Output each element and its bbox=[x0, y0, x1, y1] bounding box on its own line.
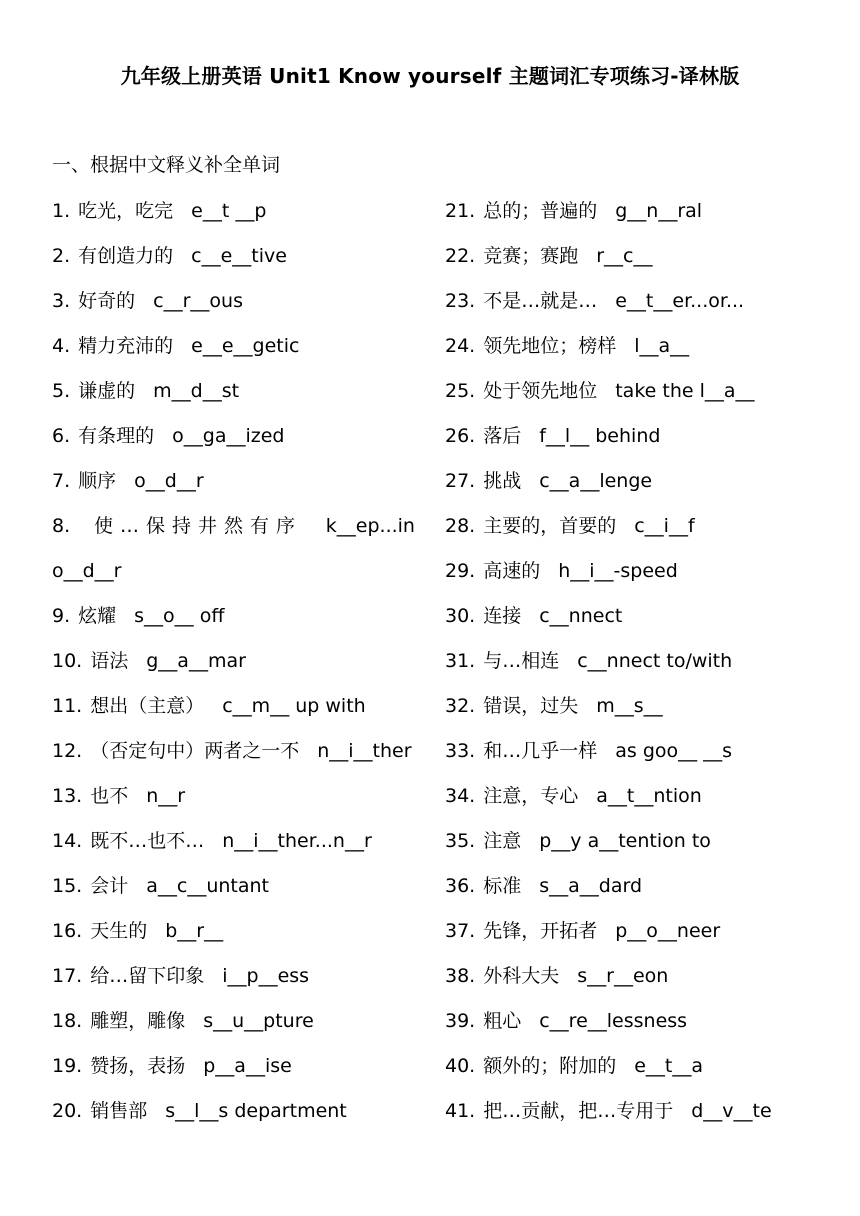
item-chinese: 天生的 bbox=[90, 920, 148, 942]
item-chinese: 高速的 bbox=[483, 560, 541, 582]
item-number: 9. bbox=[52, 605, 71, 627]
item-blank-word: a__c__untant bbox=[146, 875, 269, 897]
vocab-item bbox=[445, 507, 825, 552]
item-number: 22. bbox=[445, 245, 476, 267]
item-chinese: 炫耀 bbox=[78, 605, 117, 627]
item-chinese: 有创造力的 bbox=[78, 245, 174, 267]
item-number: 21. bbox=[445, 200, 476, 222]
vocab-item bbox=[52, 192, 422, 237]
item-number: 8. bbox=[52, 515, 71, 537]
item-number: 3. bbox=[52, 290, 71, 312]
item-blank-word: p__y a__tention to bbox=[539, 830, 711, 852]
section-heading: 一、根据中文释义补全单词 bbox=[52, 154, 281, 176]
item-blank-word: c__e__tive bbox=[191, 245, 287, 267]
item-blank-word: l__a__ bbox=[634, 335, 690, 357]
item-blank-word: m__s__ bbox=[596, 695, 663, 717]
item-blank-word: f__l__ behind bbox=[539, 425, 661, 447]
item-chinese: 注意，专心 bbox=[483, 785, 579, 807]
item-number: 41. bbox=[445, 1100, 476, 1122]
item-chinese: 精力充沛的 bbox=[78, 335, 174, 357]
right-column bbox=[445, 192, 825, 1137]
item-chinese: 错误，过失 bbox=[483, 695, 579, 717]
item-chinese: 额外的；附加的 bbox=[483, 1055, 617, 1077]
item-chinese: 销售部 bbox=[90, 1100, 148, 1122]
vocab-item bbox=[52, 732, 422, 777]
item-blank-word: r__c__ bbox=[596, 245, 653, 267]
vocab-item bbox=[52, 372, 422, 417]
item-blank-word: as goo__ __s bbox=[615, 740, 733, 762]
item-blank-word: o__d__r bbox=[134, 470, 204, 492]
item-number: 25. bbox=[445, 380, 476, 402]
item-number: 34. bbox=[445, 785, 476, 807]
item-number: 40. bbox=[445, 1055, 476, 1077]
item-chinese: 给…留下印象 bbox=[90, 965, 205, 987]
item-number: 4. bbox=[52, 335, 71, 357]
item-chinese: 赞扬，表扬 bbox=[90, 1055, 186, 1077]
item-number: 20. bbox=[52, 1100, 83, 1122]
item-number: 33. bbox=[445, 740, 476, 762]
item-chinese: 落后 bbox=[483, 425, 522, 447]
item-number: 37. bbox=[445, 920, 476, 942]
item-number: 11. bbox=[52, 695, 83, 717]
item-chinese: 也不 bbox=[90, 785, 129, 807]
item-chinese: 外科大夫 bbox=[483, 965, 560, 987]
item-blank-word: i__p__ess bbox=[222, 965, 310, 987]
item-blank-word: s__o__ off bbox=[134, 605, 225, 627]
item-number: 19. bbox=[52, 1055, 83, 1077]
item-number: 30. bbox=[445, 605, 476, 627]
vocab-item bbox=[52, 327, 422, 372]
item-chinese: 与…相连 bbox=[483, 650, 560, 672]
vocab-item bbox=[52, 822, 422, 867]
item-blank-word: e__t__a bbox=[634, 1055, 704, 1077]
vocab-item bbox=[445, 372, 825, 417]
item-blank-word: a__t__ntion bbox=[596, 785, 702, 807]
vocab-item bbox=[445, 1092, 825, 1137]
item-chinese: 语法 bbox=[90, 650, 129, 672]
item-number: 6. bbox=[52, 425, 71, 447]
vocab-item bbox=[52, 507, 415, 552]
item-blank-word: n__i__ther...n__r bbox=[222, 830, 372, 852]
vocab-item bbox=[445, 1002, 825, 1047]
item-blank-word: s__u__pture bbox=[203, 1010, 314, 1032]
vocab-item bbox=[445, 732, 825, 777]
item-number: 26. bbox=[445, 425, 476, 447]
item-number: 18. bbox=[52, 1010, 83, 1032]
item-chinese: 挑战 bbox=[483, 470, 522, 492]
vocab-item bbox=[445, 867, 825, 912]
item-number: 14. bbox=[52, 830, 83, 852]
vocab-item bbox=[445, 417, 825, 462]
item-number: 10. bbox=[52, 650, 83, 672]
vocab-item bbox=[445, 822, 825, 867]
item-number: 15. bbox=[52, 875, 83, 897]
vocab-item bbox=[52, 282, 422, 327]
item-blank-word: o__ga__ized bbox=[172, 425, 285, 447]
item-blank-word: b__r__ bbox=[165, 920, 224, 942]
item-number: 35. bbox=[445, 830, 476, 852]
item-chinese: 使…保持井然有序 bbox=[93, 515, 302, 537]
vocab-item bbox=[445, 192, 825, 237]
item-number: 7. bbox=[52, 470, 71, 492]
vocab-item bbox=[445, 597, 825, 642]
item-blank-word: take the l__a__ bbox=[615, 380, 755, 402]
item-chinese: 粗心 bbox=[483, 1010, 522, 1032]
item-blank-word: m__d__st bbox=[153, 380, 240, 402]
vocab-item bbox=[445, 327, 825, 372]
vocab-item bbox=[52, 417, 422, 462]
item-chinese: 想出（主意） bbox=[90, 695, 205, 717]
item-blank-word: p__o__neer bbox=[615, 920, 721, 942]
item-chinese: 总的；普遍的 bbox=[483, 200, 598, 222]
item-chinese: 处于领先地位 bbox=[483, 380, 598, 402]
item-blank-word: e__t__er...or... bbox=[615, 290, 745, 312]
item-chinese: 雕塑，雕像 bbox=[90, 1010, 186, 1032]
item-number: 16. bbox=[52, 920, 83, 942]
item-number: 39. bbox=[445, 1010, 476, 1032]
item-blank-word: n__i__ther bbox=[317, 740, 412, 762]
item-number: 28. bbox=[445, 515, 476, 537]
vocab-item bbox=[445, 237, 825, 282]
item-number: 1. bbox=[52, 200, 71, 222]
item-chinese: 谦虚的 bbox=[78, 380, 136, 402]
item-chinese: 既不…也不… bbox=[90, 830, 205, 852]
item-blank-word: g__n__ral bbox=[615, 200, 703, 222]
vocab-item bbox=[445, 282, 825, 327]
item-blank-word: e__t __p bbox=[191, 200, 267, 222]
item-blank-word: k__ep...in bbox=[325, 515, 415, 537]
vocab-item-continuation bbox=[52, 552, 422, 597]
vocab-item bbox=[52, 687, 422, 732]
item-blank-word: c__m__ up with bbox=[222, 695, 366, 717]
vocab-item bbox=[52, 642, 422, 687]
item-blank-word: g__a__mar bbox=[146, 650, 246, 672]
vocab-item bbox=[52, 1002, 422, 1047]
vocab-item bbox=[445, 687, 825, 732]
item-number: 32. bbox=[445, 695, 476, 717]
item-blank-word: e__e__getic bbox=[191, 335, 300, 357]
vocab-item bbox=[52, 462, 422, 507]
vocab-item bbox=[52, 777, 422, 822]
item-number: 29. bbox=[445, 560, 476, 582]
vocab-item bbox=[445, 957, 825, 1002]
vocab-item bbox=[445, 777, 825, 822]
item-chinese: 好奇的 bbox=[78, 290, 136, 312]
vocab-item bbox=[445, 1047, 825, 1092]
vocab-item bbox=[52, 237, 422, 282]
item-blank-word: h__i__-speed bbox=[558, 560, 678, 582]
item-blank-word: c__i__f bbox=[634, 515, 695, 537]
item-chinese: 领先地位；榜样 bbox=[483, 335, 617, 357]
item-number: 23. bbox=[445, 290, 476, 312]
item-number: 5. bbox=[52, 380, 71, 402]
vocab-item bbox=[52, 912, 422, 957]
item-blank-word: c__nnect bbox=[539, 605, 623, 627]
item-blank-word-continued: o__d__r bbox=[52, 560, 122, 582]
item-chinese: 会计 bbox=[90, 875, 129, 897]
item-number: 24. bbox=[445, 335, 476, 357]
item-chinese: 把…贡献，把…专用于 bbox=[483, 1100, 674, 1122]
item-chinese: 和…几乎一样 bbox=[483, 740, 598, 762]
vocab-item bbox=[52, 1047, 422, 1092]
vocab-item bbox=[445, 642, 825, 687]
vocab-item bbox=[52, 957, 422, 1002]
item-blank-word: s__r__eon bbox=[577, 965, 669, 987]
item-chinese: 顺序 bbox=[78, 470, 117, 492]
item-number: 13. bbox=[52, 785, 83, 807]
item-number: 2. bbox=[52, 245, 71, 267]
item-blank-word: c__a__lenge bbox=[539, 470, 653, 492]
item-chinese: 标准 bbox=[483, 875, 522, 897]
item-number: 27. bbox=[445, 470, 476, 492]
vocab-item bbox=[52, 1092, 422, 1137]
item-chinese: （否定句中）两者之一不 bbox=[90, 740, 300, 762]
vocab-item bbox=[52, 597, 422, 642]
item-number: 38. bbox=[445, 965, 476, 987]
item-blank-word: n__r bbox=[146, 785, 186, 807]
item-number: 31. bbox=[445, 650, 476, 672]
item-blank-word: p__a__ise bbox=[203, 1055, 292, 1077]
item-chinese: 竞赛；赛跑 bbox=[483, 245, 579, 267]
item-chinese: 吃光，吃完 bbox=[78, 200, 174, 222]
vocab-item bbox=[52, 867, 422, 912]
item-chinese: 有条理的 bbox=[78, 425, 155, 447]
item-number: 17. bbox=[52, 965, 83, 987]
item-chinese: 先锋，开拓者 bbox=[483, 920, 598, 942]
item-chinese: 连接 bbox=[483, 605, 522, 627]
item-blank-word: c__nnect to/with bbox=[577, 650, 733, 672]
item-blank-word: s__a__dard bbox=[539, 875, 643, 897]
item-number: 12. bbox=[52, 740, 83, 762]
item-number: 36. bbox=[445, 875, 476, 897]
item-chinese: 注意 bbox=[483, 830, 522, 852]
vocab-item bbox=[445, 912, 825, 957]
item-blank-word: c__r__ous bbox=[153, 290, 243, 312]
item-chinese: 主要的，首要的 bbox=[483, 515, 617, 537]
vocab-item bbox=[445, 552, 825, 597]
left-column bbox=[52, 192, 422, 1137]
item-chinese: 不是…就是… bbox=[483, 290, 598, 312]
item-blank-word: s__l__s department bbox=[165, 1100, 347, 1122]
item-blank-word: c__re__lessness bbox=[539, 1010, 688, 1032]
vocab-item bbox=[445, 462, 825, 507]
item-blank-word: d__v__te bbox=[691, 1100, 772, 1122]
page-title: 九年级上册英语 Unit1 Know yourself 主题词汇专项练习-译林版 bbox=[120, 64, 740, 88]
